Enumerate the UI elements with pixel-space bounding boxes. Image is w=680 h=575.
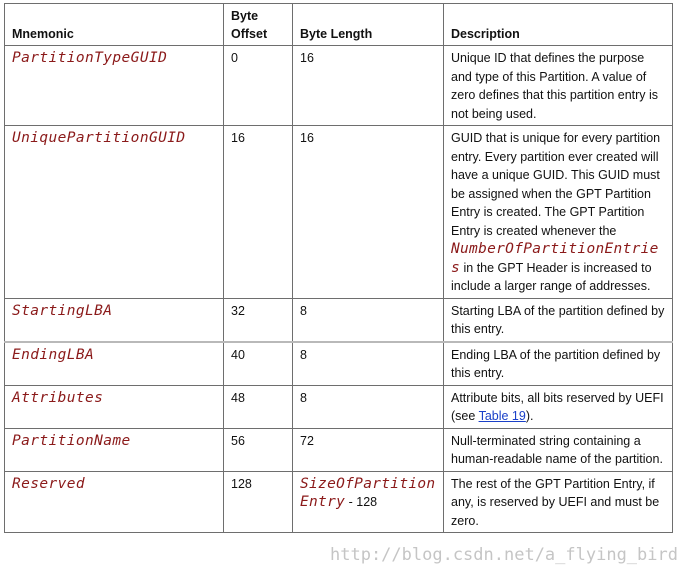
length-code: SizeOfPartitionEntry: [300, 475, 436, 510]
gpt-partition-entry-table: [4, 3, 673, 533]
offset-cell: 32: [224, 298, 293, 342]
mnemonic-cell: Attributes: [5, 385, 224, 428]
length-cell: 16: [293, 46, 444, 126]
length-cell: 16: [293, 126, 444, 299]
offset-cell: 0: [224, 46, 293, 126]
mnemonic-cell: StartingLBA: [5, 298, 224, 342]
length-cell: 8: [293, 385, 444, 428]
table-19-link[interactable]: Table 19: [478, 409, 526, 423]
mnemonic-cell: EndingLBA: [5, 342, 224, 386]
description-text-cont: in the GPT Header is increased to include a larger range of addresses.: [451, 260, 652, 293]
field-reference-code: NumberOfPartitionEntries: [451, 241, 659, 276]
description-cell: Null-terminated string containing a human-readable name of the partition.: [444, 428, 673, 471]
description-cell: Starting LBA of the partition defined by this entry.: [444, 298, 673, 342]
table-row: [5, 298, 673, 342]
mnemonic-cell: Reserved: [5, 471, 224, 533]
description-cell: [444, 385, 673, 428]
table-row: [5, 126, 673, 299]
offset-cell: 48: [224, 385, 293, 428]
length-cell: 8: [293, 342, 444, 386]
table-row: [5, 342, 673, 386]
description-text-cont: ).: [525, 409, 534, 423]
header-byte-offset: Byte Offset: [224, 4, 293, 46]
header-description: Description: [444, 4, 673, 46]
description-text: Attribute bits, all bits reserved by UEFI (see: [451, 390, 664, 423]
table-row: [5, 471, 673, 533]
table-header-row: [5, 4, 673, 46]
length-suffix: - 128: [345, 495, 378, 509]
watermark: http://blog.csdn.net/a_flying_bird: [330, 545, 678, 565]
table-row: [5, 385, 673, 428]
length-cell: 8: [293, 298, 444, 342]
length-cell: [293, 471, 444, 533]
description-text: GUID that is unique for every partition entry. Every partition ever created will have a unique GUID. This GUID must be assigned when the GPT Partition Entry is created. The GPT Partition Entry is created whenever the: [451, 131, 661, 238]
description-cell: The rest of the GPT Partition Entry, if any, is reserved by UEFI and must be zero.: [444, 471, 673, 533]
description-cell: Unique ID that defines the purpose and type of this Partition. A value of zero defines that this partition entry is not being used.: [444, 46, 673, 126]
length-cell: 72: [293, 428, 444, 471]
header-byte-length: Byte Length: [293, 4, 444, 46]
mnemonic-cell: PartitionTypeGUID: [5, 46, 224, 126]
offset-cell: 128: [224, 471, 293, 533]
mnemonic-cell: PartitionName: [5, 428, 224, 471]
offset-cell: 40: [224, 342, 293, 386]
description-cell: Ending LBA of the partition defined by this entry.: [444, 342, 673, 386]
table-row: [5, 46, 673, 126]
offset-cell: 16: [224, 126, 293, 299]
mnemonic-cell: UniquePartitionGUID: [5, 126, 224, 299]
header-mnemonic: Mnemonic: [5, 4, 224, 46]
offset-cell: 56: [224, 428, 293, 471]
description-cell: [444, 126, 673, 299]
table-row: [5, 428, 673, 471]
